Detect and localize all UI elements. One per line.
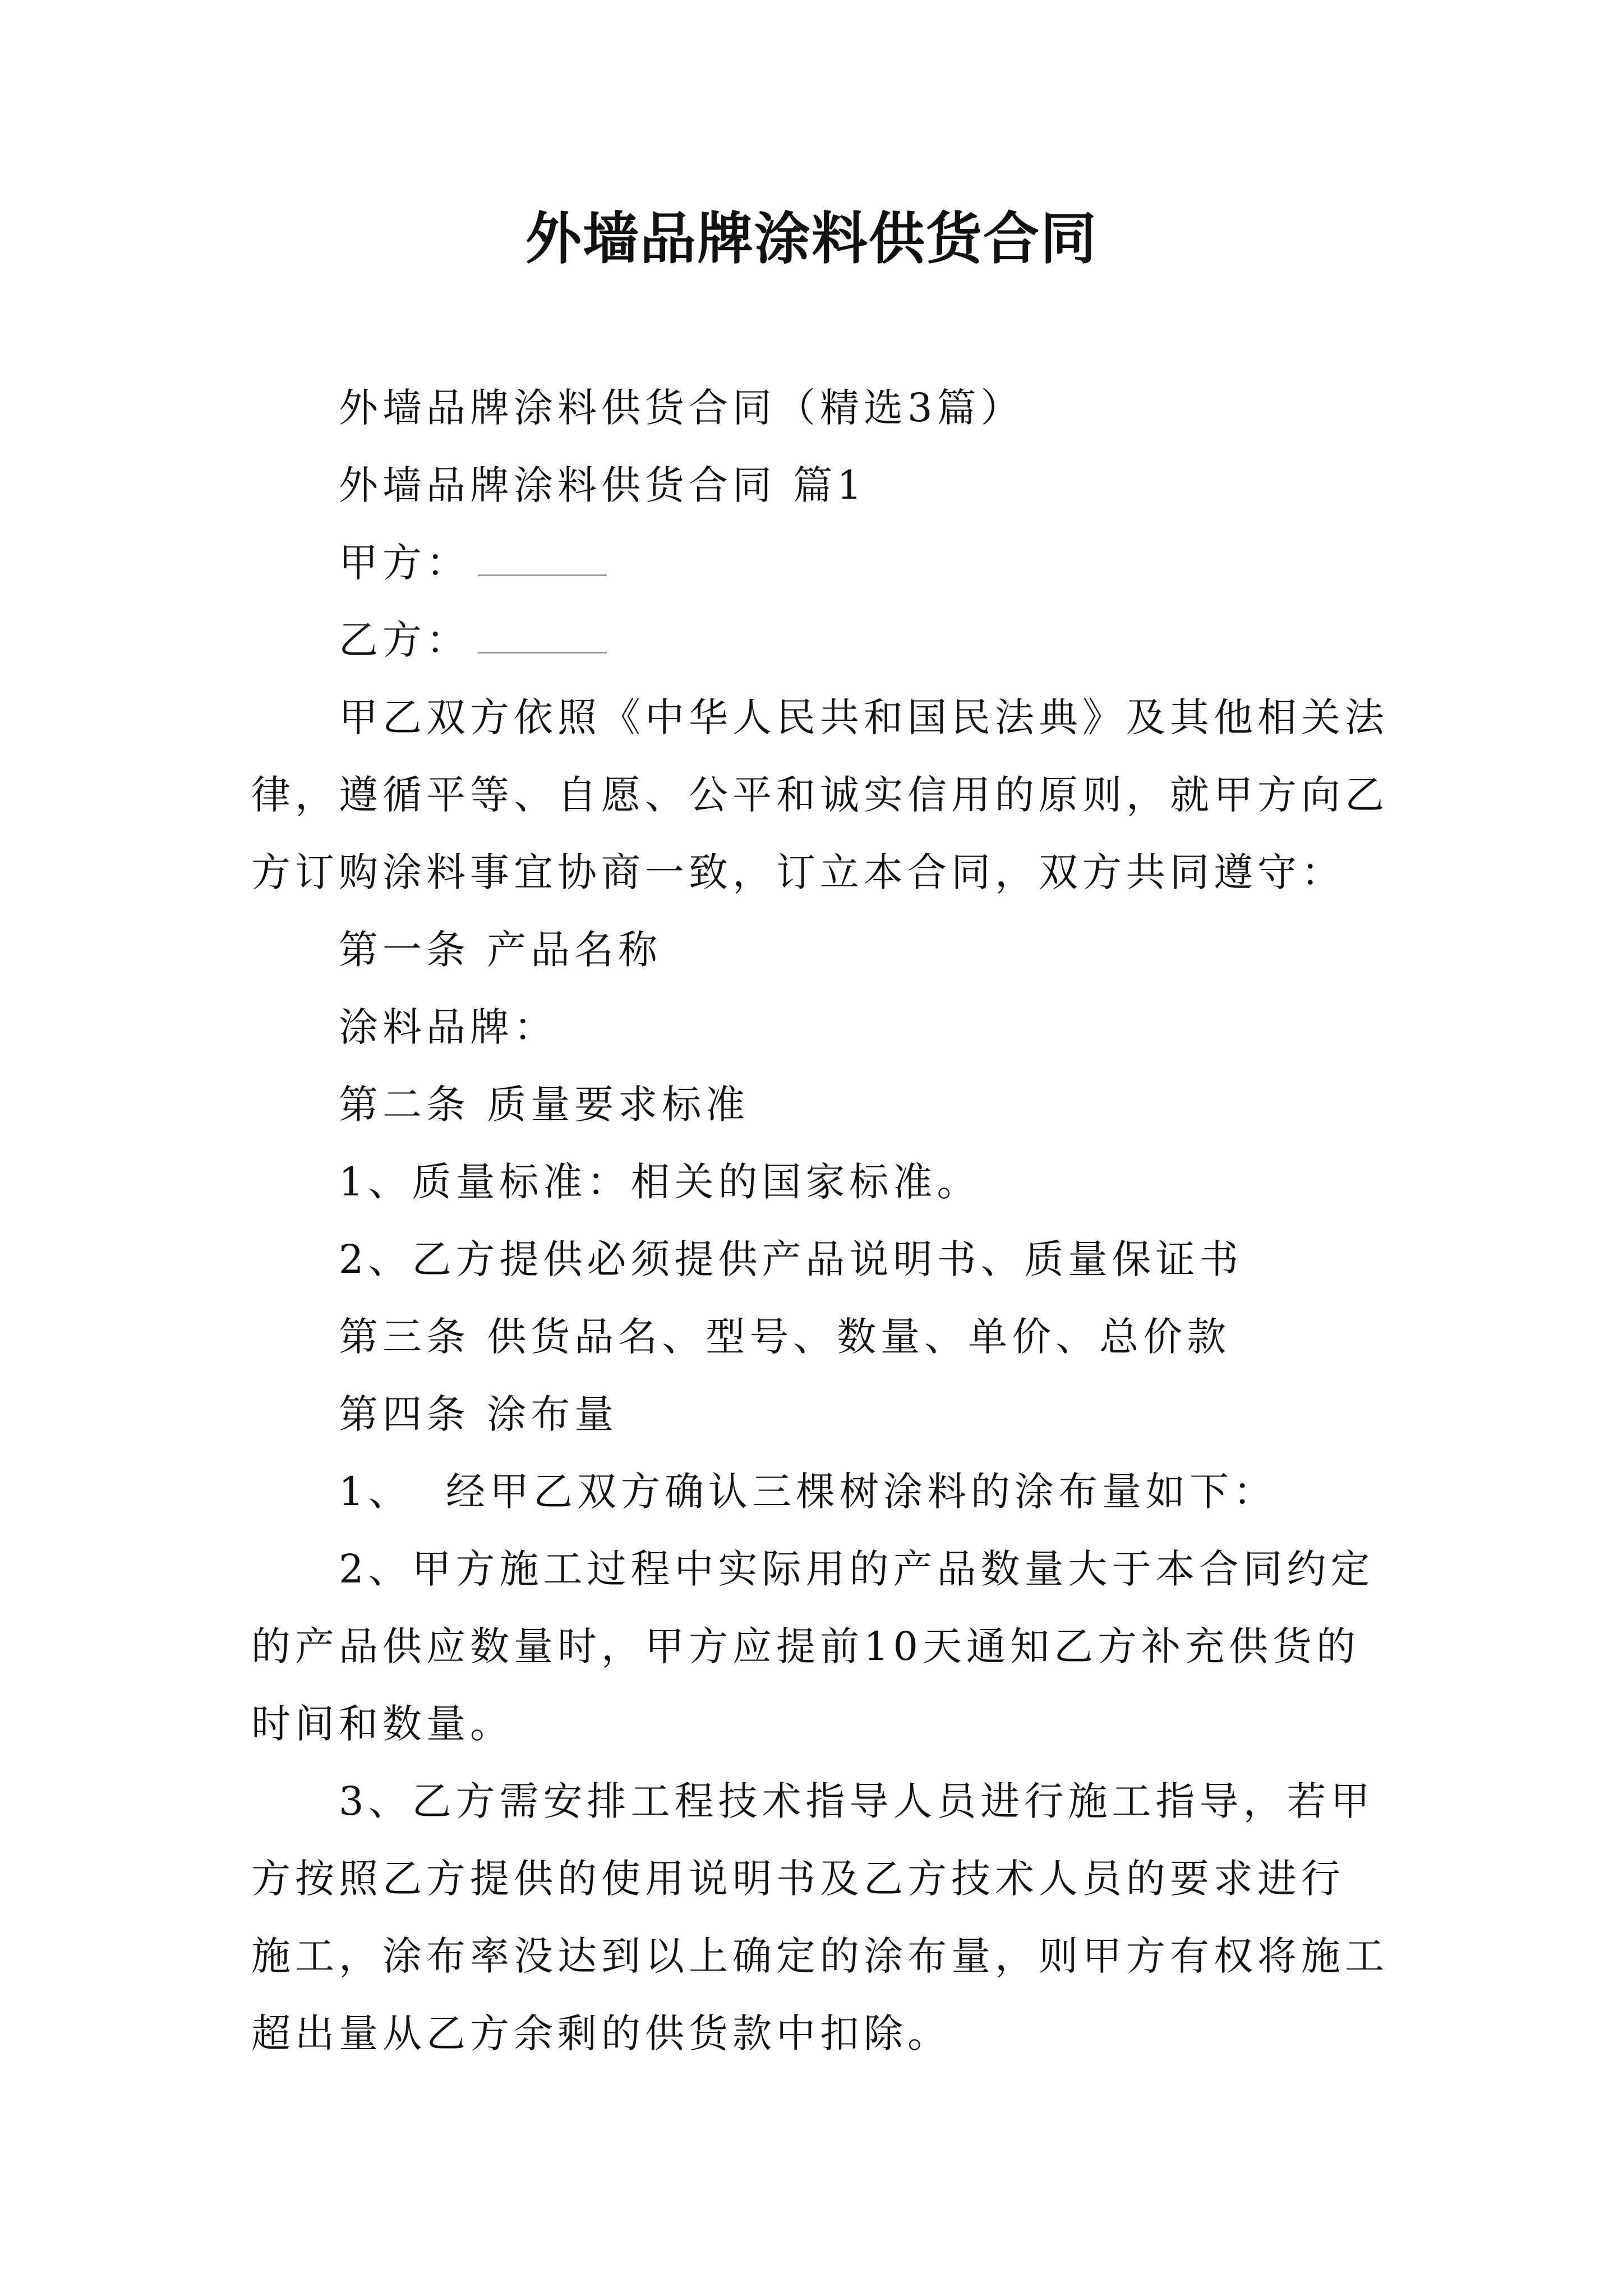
intro-paragraph-line: 律，遵循平等、自愿、公平和诚实信用的原则，就甲方向乙	[251, 772, 1389, 818]
article4-item3-line: 3、乙方需安排工程技术指导人员进行施工指导，若甲	[339, 1778, 1375, 1824]
article3-heading: 第三条 供货品名、型号、数量、单价、总价款	[339, 1314, 1231, 1360]
article1-brand: 涂料品牌：	[339, 1004, 557, 1050]
party-a-blank	[478, 541, 607, 576]
party-b-label: 乙方：	[339, 617, 470, 663]
article4-heading: 第四条 涂布量	[339, 1391, 619, 1437]
party-a-label: 甲方：	[339, 540, 470, 586]
article4-item2-line: 2、甲方施工过程中实际用的产品数量大于本合同约定	[339, 1546, 1375, 1592]
party-b-blank	[478, 618, 607, 654]
intro-paragraph-line: 方订购涂料事宜协商一致，订立本合同，双方共同遵守：	[251, 849, 1345, 895]
article1-heading: 第一条 产品名称	[339, 927, 662, 973]
article2-item2: 2、乙方提供必须提供产品说明书、质量保证书	[339, 1236, 1243, 1282]
intro-paragraph-line: 甲乙双方依照《中华人民共和国民法典》及其他相关法	[339, 694, 1389, 740]
document-subtitle: 外墙品牌涂料供货合同（精选3篇）	[339, 385, 1025, 431]
article4-item2-line: 的产品供应数量时，甲方应提前10天通知乙方补充供货的	[251, 1623, 1361, 1669]
document-title: 外墙品牌涂料供货合同	[525, 205, 1098, 272]
party-b-line	[251, 601, 1390, 679]
article4-item3-line: 超出量从乙方余剩的供货款中扣除。	[251, 2010, 951, 2056]
article4-item3-line: 施工，涂布率没达到以上确定的涂布量，则甲方有权将施工	[251, 1933, 1389, 1979]
article2-heading: 第二条 质量要求标准	[339, 1082, 750, 1128]
document-body	[251, 369, 1390, 2072]
party-a-line	[251, 524, 1390, 601]
article2-item1: 1、质量标准：相关的国家标准。	[339, 1159, 981, 1205]
section-heading: 外墙品牌涂料供货合同 篇1	[339, 462, 866, 508]
article4-item2-line: 时间和数量。	[251, 1701, 514, 1747]
article4-item1: 1、 经甲乙双方确认三棵树涂料的涂布量如下：	[339, 1469, 1278, 1515]
article4-item3-line: 方按照乙方提供的使用说明书及乙方技术人员的要求进行	[251, 1856, 1345, 1902]
